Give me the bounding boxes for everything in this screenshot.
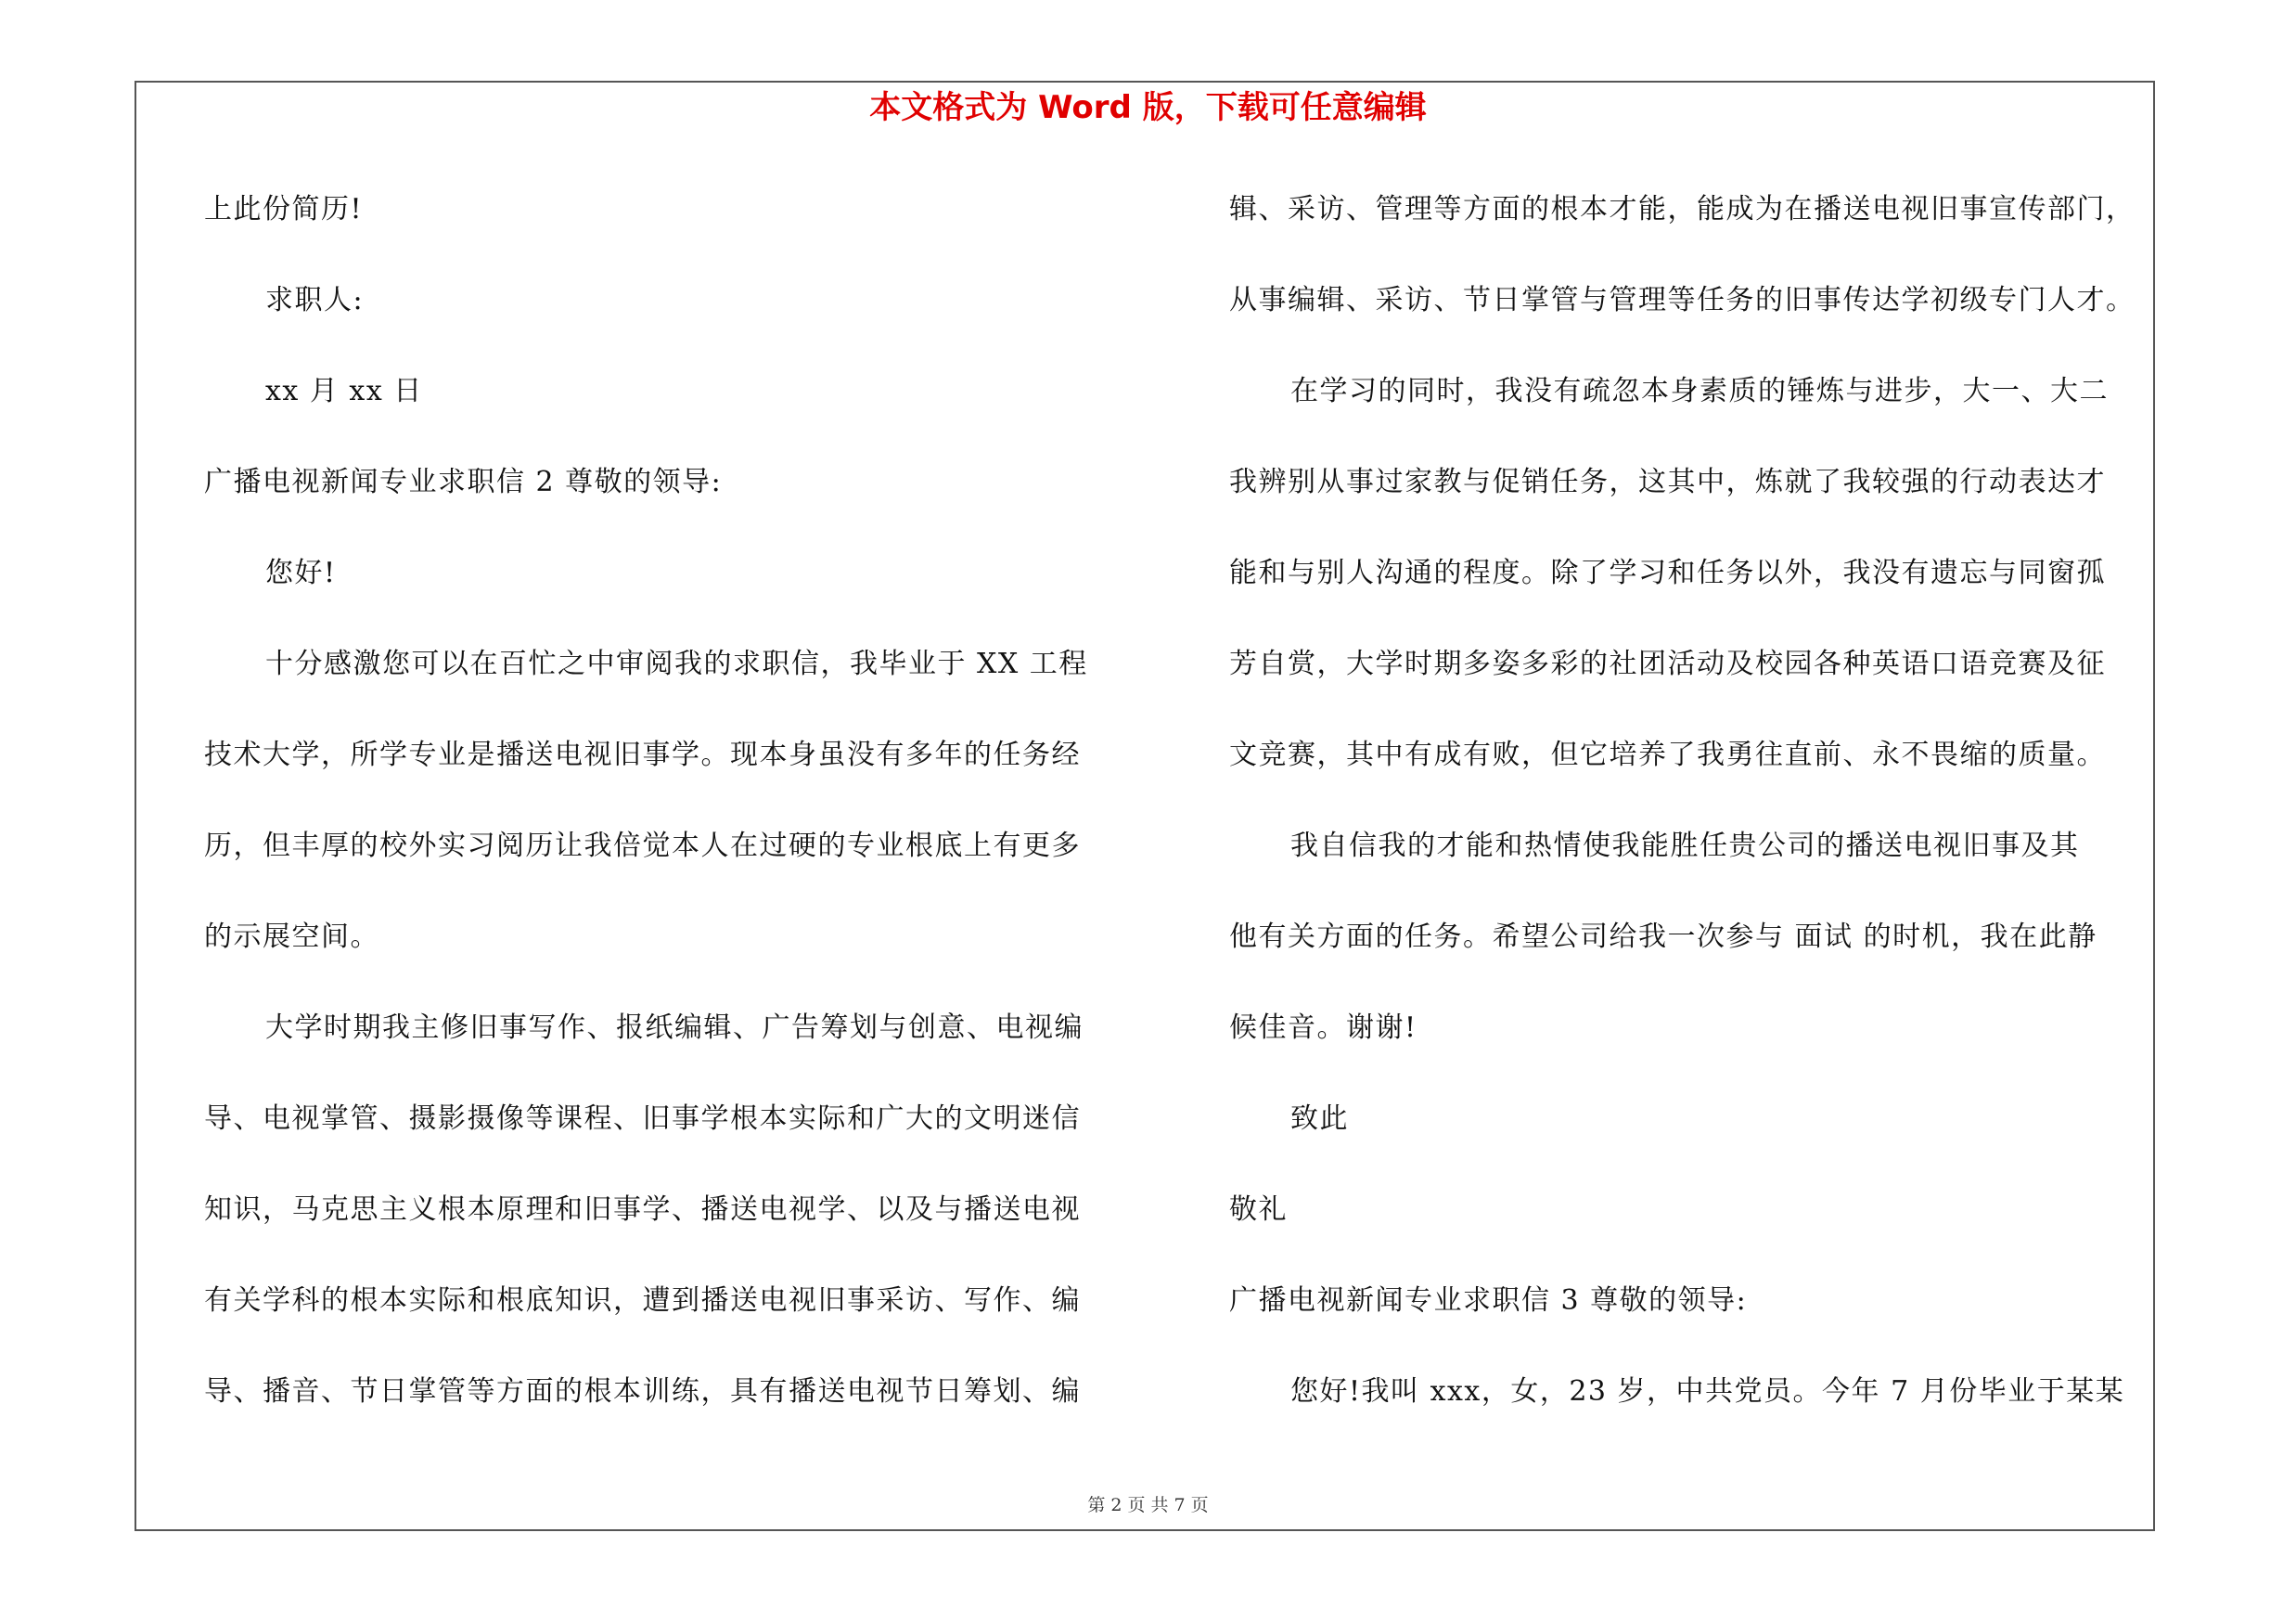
text-line: 从事编辑、采访、节日掌管与管理等任务的旧事传达学初级专门人才。 — [1229, 284, 2136, 316]
text-line: 导、电视掌管、摄影摄像等课程、旧事学根本实际和广大的文明迷信 — [204, 1102, 1081, 1135]
text-line: 大学时期我主修旧事写作、报纸编辑、广告筹划与创意、电视编 — [265, 1011, 1084, 1044]
page-footer: 第 2 页 共 7 页 — [1087, 1495, 1209, 1515]
text-line: 文竞赛，其中有成有败，但它培养了我勇往直前、永不畏缩的质量。 — [1229, 739, 2106, 771]
section-heading: 广播电视新闻专业求职信 2 尊敬的领导: — [204, 466, 723, 498]
section-heading: 广播电视新闻专业求职信 3 尊敬的领导: — [1229, 1284, 1748, 1317]
text-line: 致此 — [1290, 1102, 1349, 1135]
text-line: 求职人: — [265, 284, 365, 316]
text-line: 有关学科的根本实际和根底知识，遭到播送电视旧事采访、写作、编 — [204, 1284, 1081, 1317]
text-line: 的示展空间。 — [204, 921, 379, 953]
text-line: 候佳音。谢谢! — [1229, 1011, 1417, 1044]
right-column — [1229, 182, 2171, 1455]
text-line: 知识，马克思主义根本原理和旧事学、播送电视学、以及与播送电视 — [204, 1193, 1081, 1226]
text-line: 上此份简历! — [204, 193, 364, 225]
text-line: 能和与别人沟通的程度。除了学习和任务以外，我没有遗忘与同窗孤 — [1229, 557, 2106, 589]
text-line: 十分感激您可以在百忙之中审阅我的求职信，我毕业于 XX 工程 — [265, 648, 1088, 680]
text-line: 历，但丰厚的校外实习阅历让我倍觉本人在过硬的专业根底上有更多 — [204, 830, 1081, 862]
text-line: xx 月 xx 日 — [265, 375, 423, 407]
text-line: 导、播音、节日掌管等方面的根本训练，具有播送电视节日筹划、编 — [204, 1375, 1081, 1408]
text-line: 技术大学，所学专业是播送电视旧事学。现本身虽没有多年的任务经 — [204, 739, 1081, 771]
text-line: 芳自赏，大学时期多姿多彩的社团活动及校园各种英语口语竞赛及征 — [1229, 648, 2106, 680]
text-line: 辑、采访、管理等方面的根本才能，能成为在播送电视旧事宣传部门， — [1229, 193, 2136, 225]
format-banner: 本文格式为 Word 版，下载可任意编辑 — [869, 89, 1427, 126]
text-line: 您好!我叫 xxx，女，23 岁，中共党员。今年 7 月份毕业于某某 — [1290, 1375, 2125, 1408]
left-column — [204, 182, 1132, 1455]
text-line: 他有关方面的任务。希望公司给我一次参与 面试 的时机，我在此静 — [1229, 921, 2097, 953]
text-line: 您好! — [265, 557, 337, 589]
text-line: 我辨别从事过家教与促销任务，这其中，炼就了我较强的行动表达才 — [1229, 466, 2106, 498]
text-line: 我自信我的才能和热情使我能胜任贵公司的播送电视旧事及其 — [1290, 830, 2080, 862]
text-line: 敬礼 — [1229, 1193, 1288, 1226]
text-line: 在学习的同时，我没有疏忽本身素质的锤炼与进步，大一、大二 — [1290, 375, 2109, 407]
